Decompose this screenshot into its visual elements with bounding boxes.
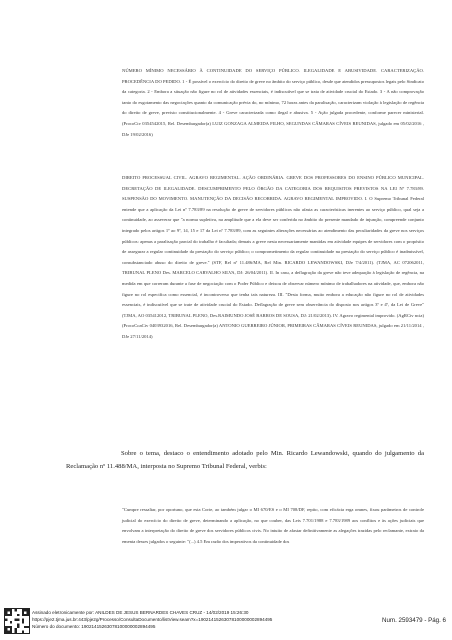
body-text: Sobre o tema, destaco o entendimento adotado pelo Min. Ricardo Lewandowski, quando do julgamento da Reclamação nº 11.488/MA, interposta no Supremo Tribunal Federal, verbis:	[66, 450, 424, 470]
body-paragraph	[66, 448, 424, 473]
document-number-line: Número do documento: 19021415263078100000002894495	[32, 624, 156, 629]
quoted-decision: "Cumpre ressaltar, por oportuno, que esta Corte, ao também julgar o MI 670/ES e o MI 708/DF, repito, com eficácia erga omnes, fixou parâmetros de controle judicial do exercício do direito de greve, determinando a aplicação, no que couber, das Leis 7.701/1988 e 7.783/1989 aos conflitos e às ações judiciais que envolvam a interpretação do direito de greve dos servidores públicos civis. No intuito de afastar definitivamente as alegações trazidas pelo reclamante, extraio da ementa desses julgados o seguinte: "(...) 4.5 Em razão dos imperativos da continuidade dos	[122, 507, 424, 544]
document-url-link[interactable]: https://pje2.tjma.jus.br:443/pje2g/Processo/ConsultaDocumento/listView.seam?x=19021415263078100000002894495	[32, 617, 273, 622]
signed-by-line: Assinado eletronicamente por: ANILDES DE JESUS BERNARDES CHAVES CRUZ - 14/02/2019 15:26:30	[32, 610, 249, 615]
signature-footer	[0, 604, 452, 640]
signature-info	[32, 609, 332, 630]
page-number: Num. 2593479 - Pág. 6	[382, 617, 446, 624]
qr-code-icon	[4, 608, 30, 634]
quoted-ementa-2: DIREITO PROCESSUAL CIVIL. AGRAVO REGIMENTAL. AÇÃO ORDINÁRIA. GREVE DOS PROFESSORES DO ENSINO PÚBLICO MUNICIPAL. DECRETAÇÃO DE ILEGALIDADE. DESCUMPRIMENTO PELO ÓRGÃO DA CATEGORIA DOS REQUISITOS PREVISTOS NA LEI Nº 7.783/89. SUSPENSÃO DO MOVIMENTO. MANUTENÇÃO DA DECISÃO RECORRIDA. AGRAVO REGIMENTAL IMPROVIDO. I. O Supremo Tribunal Federal entende que a aplicação da Lei nº 7.783/89 na resolução de greve de servidores públicos não afasta as características inerentes ao serviço público, qual seja a continuidade, ao asseverar que "a norma supletiva, na amplitude que a ela deve ser conferida no âmbito do presente mandado de injunção, compreende conjunto integrado pelos artigos 1º ao 9º, 14, 15 e 17 da Lei nº 7.783/89, com as seguintes alterações necessárias ao atendimento das peculiaridades da greve nos serviços públicos: apenas a paralisação parcial do trabalho é facultada; demais a greve nesta necessariamente mantidas em atividade equipes de servidores com o propósito de assegurar a regular continuidade da prestação do serviço público; o comprometimento da regular continuidade na prestação do serviço público é inadmissível, consubstanciado abuso do direito de greve." (STF, Rel nº 11.486/MA, Rel Min. RICARDO LEWANDOWSKI, DJe 7/4/2011). (TJMA, AC 072062011, TRIBUNAL PLENO Des. MARCELO CARVALHO SILVA, DJ: 26/04/2011). II. In casu, a deflagração da greve não teve adequação à legislação de regência, na medida em que correram durante a fase de negociação com o Poder Público e deixou de observar número mínimo de trabalhadores na atividade, que, embora não figure no rol especifica como essencial, é incontroverso que tenha tais natureza. III. "Desta forma, muito embora a educação não figure no rol de atividades essenciais, é indiscutível que se trate de atividade crucial do Estado. Deflagração de greve sem observância do disposto nos artigos 3º e 4º, da Lei de Greve" (TJMA, AO 035412012, TRIBUNAL PLENO, Des.RAIMUNDO JOSÉ BARROS DE SOUSA, DJ: 21/02/2013). IV. Agravo regimental improvido. (AgRCiv ncia) (ProcoCoaCiv 0403932016, Rel. Desembargador(a) ANTONIO GUERREIRO JÚNIOR, PRIMEIRAS CÂMARAS CÍVEIS REUNIDAS, julgado em 21/11/2014 , DJe 27/11/2014)	[122, 175, 424, 339]
quoted-ementa-1: NÚMERO MÍNIMO NECESSÁRIO À CONTINUIDADE DO SERVIÇO PÚBLICO. ILEGALIDADE E ABUSIVIDADE. CARACTERIZAÇÃO. PROCEDÊNCIA DO PEDIDO. 1 - É possível o exercício do direito de greve no âmbito do serviço público, desde que atendidos pressupostos legais pelo Sindicato da categoria. 2 - Embora a situação não figure no rol de atividades essenciais, é indiscutível que se trata de atividade crucial do Estado. 3 - A não comprovação tanto do esgotamento das negociações quanto da comunicação prévia do, no mínimo, 72 horas antes da paralisação, caracterizam violação à legislação de regência do direito de greve, previsto constitucionalmente. 4 - Greve caracterizada como ilegal e abusiva. 5 - Ação julgada procedente, conforme parecer ministerial. (ProcoCiv 0354542015, Rel. Desembargador(a) LUIZ GONZAGA ALMEIDA FILHO, SEGUNDAS CÂMARAS CÍVEIS REUNIDAS, julgado em 05/02/2016 , DJe 19/02/2016)	[122, 68, 424, 137]
